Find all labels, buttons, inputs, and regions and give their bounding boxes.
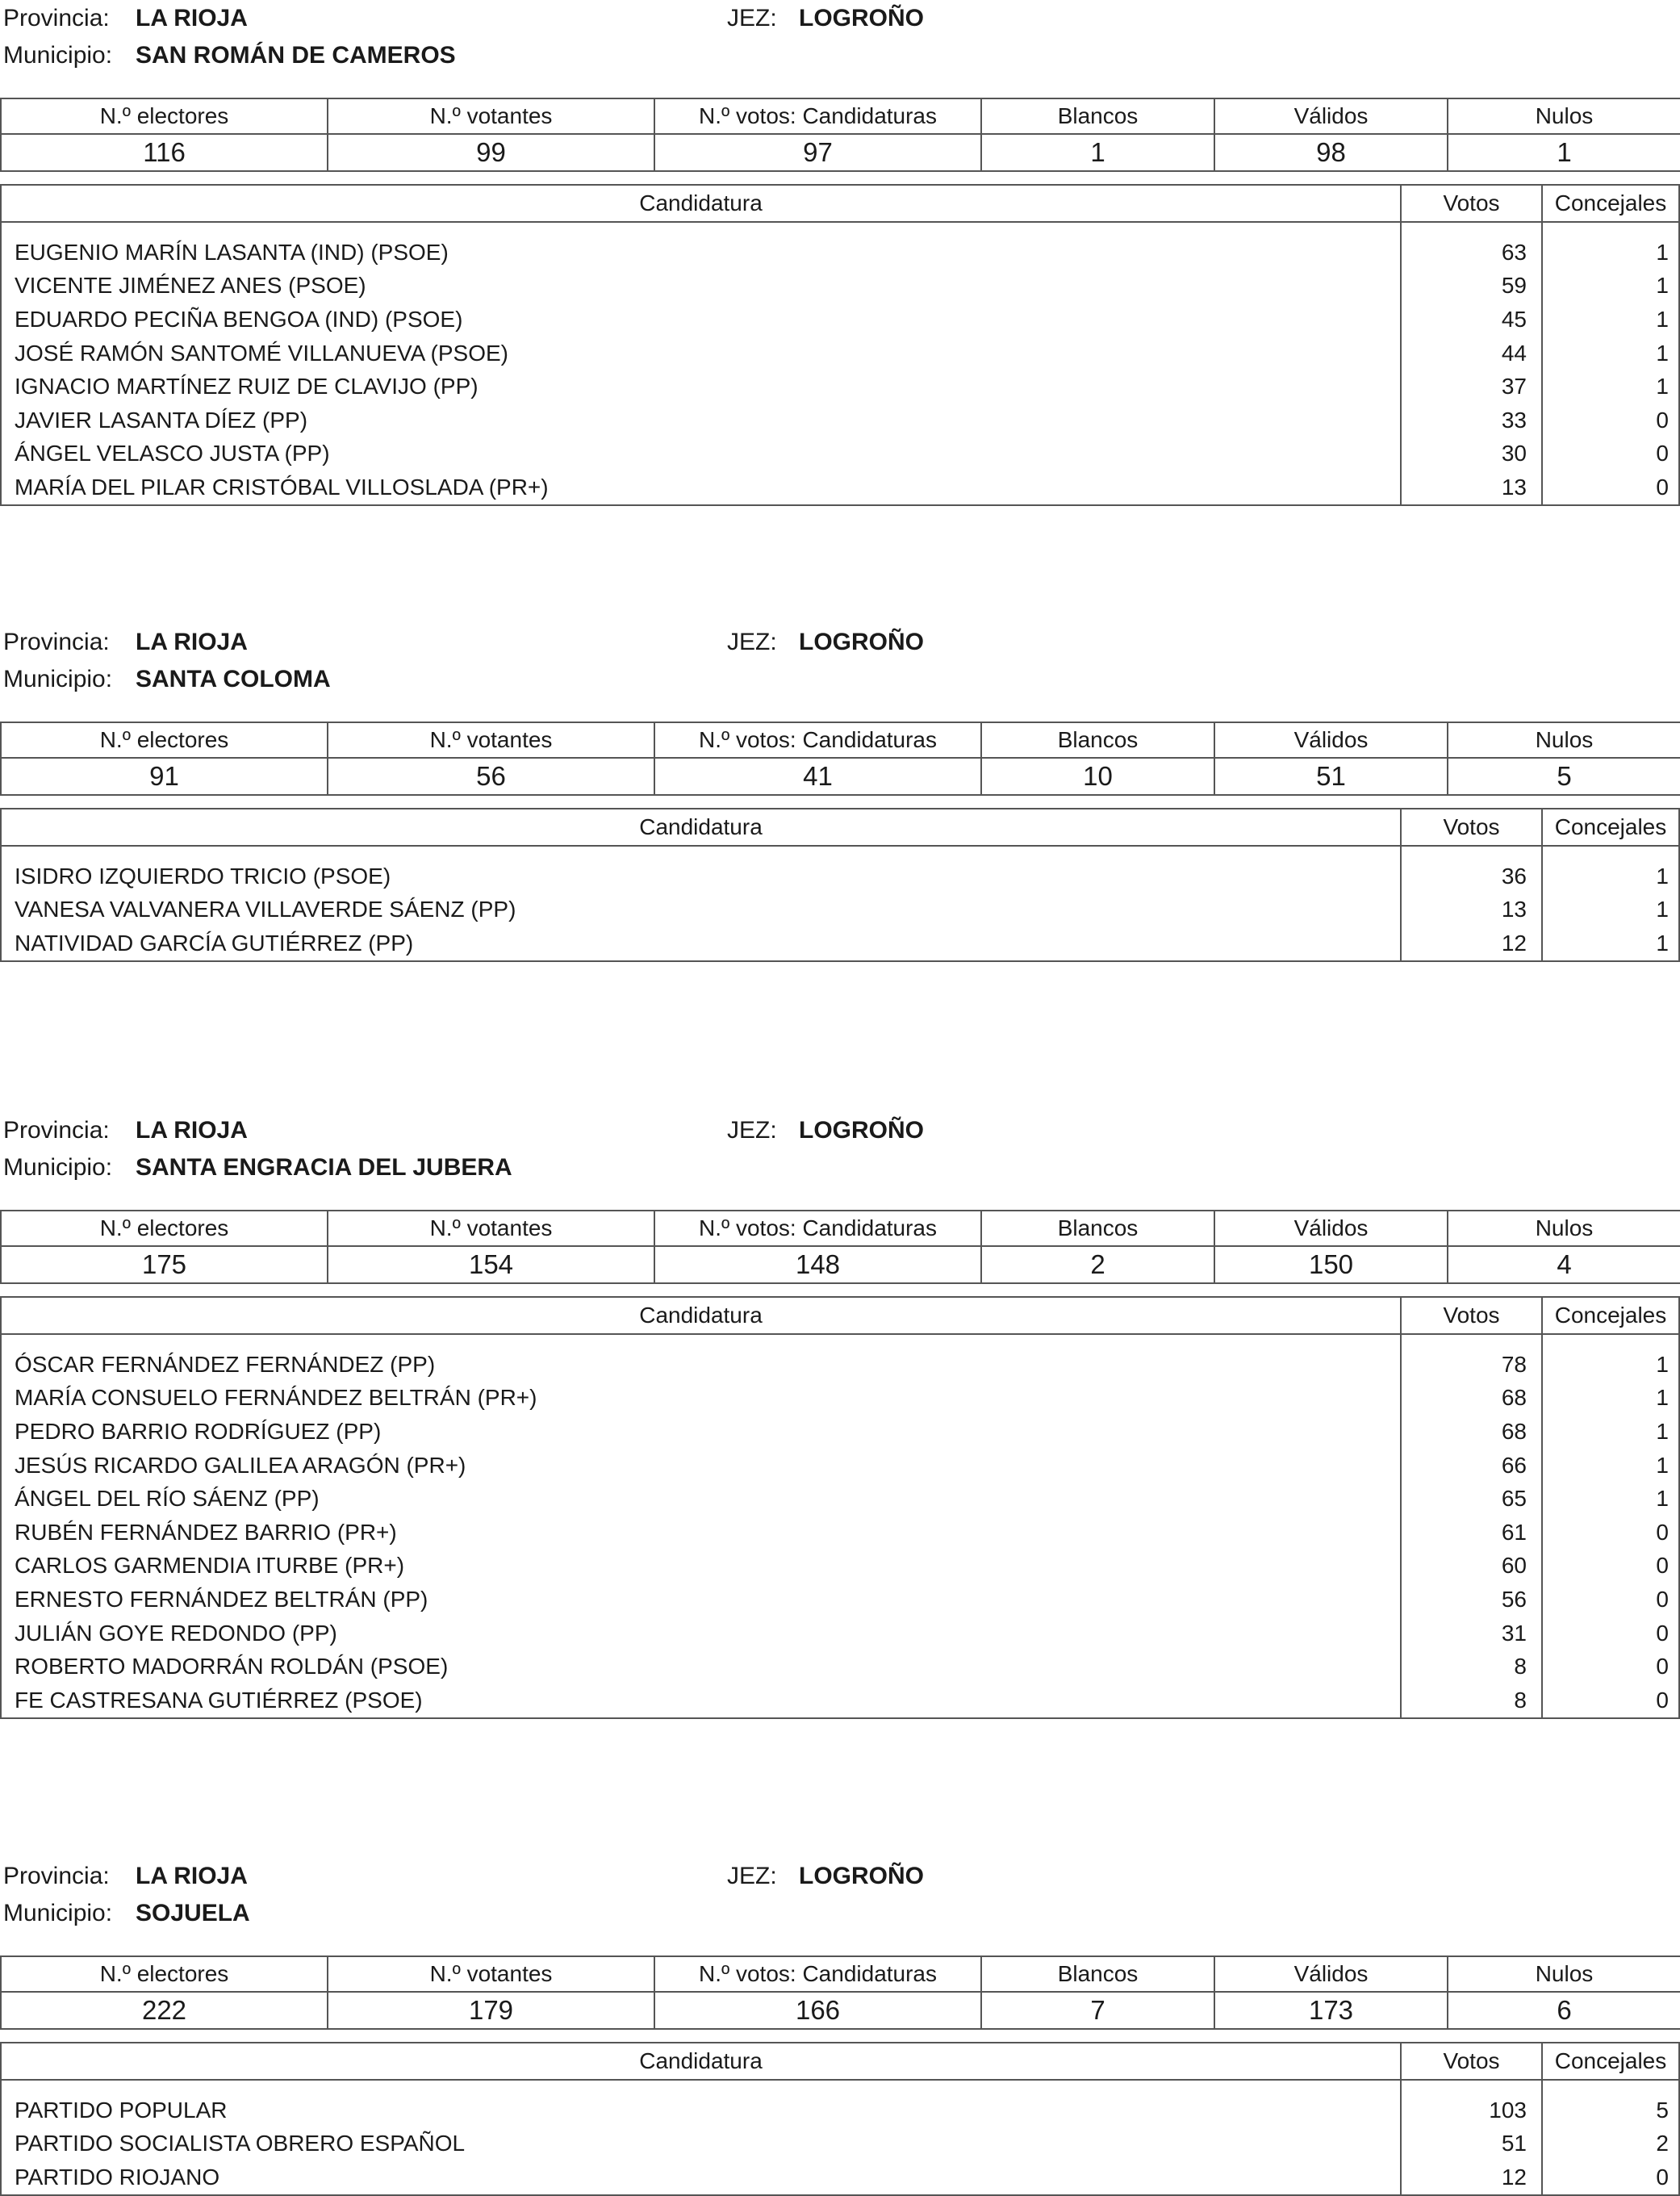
votantes-value: 154 — [328, 1246, 654, 1283]
candidate-votes: 44 — [1401, 337, 1542, 370]
candidate-name: NATIVIDAD GARCÍA GUTIÉRREZ (PP) — [1, 927, 1401, 961]
table-row — [1, 1449, 1679, 1483]
candidatos-table — [0, 2042, 1680, 2196]
spacer-cell — [1401, 2080, 1542, 2094]
votantes-value: 179 — [328, 1992, 654, 2029]
candidate-name: ÓSCAR FERNÁNDEZ FERNÁNDEZ (PP) — [1, 1348, 1401, 1382]
candidate-name: ERNESTO FERNÁNDEZ BELTRÁN (PP) — [1, 1583, 1401, 1617]
candidate-votes: 30 — [1401, 437, 1542, 471]
candidate-concejales: 0 — [1542, 2160, 1679, 2195]
candidate-votes: 56 — [1401, 1583, 1542, 1617]
jez-label: JEZ: — [727, 1117, 777, 1144]
candidate-name: VANESA VALVANERA VILLAVERDE SÁENZ (PP) — [1, 893, 1401, 927]
municipio-label: Municipio: — [3, 42, 113, 69]
validos-value: 98 — [1214, 134, 1448, 171]
jez-label: JEZ: — [727, 5, 777, 31]
spacer-cell — [1401, 846, 1542, 860]
validos-value: 173 — [1214, 1992, 1448, 2029]
table-row — [1, 1382, 1679, 1416]
candidate-name: CARLOS GARMENDIA ITURBE (PR+) — [1, 1550, 1401, 1583]
candidate-concejales: 1 — [1542, 1382, 1679, 1416]
candidate-votes: 12 — [1401, 927, 1542, 961]
provincia-value: LA RIOJA — [136, 5, 248, 31]
nulos-header: Nulos — [1448, 98, 1680, 134]
table-row — [1, 2160, 1679, 2195]
blancos-value: 1 — [981, 134, 1214, 171]
candidate-concejales: 1 — [1542, 1348, 1679, 1382]
votos-cand-value: 41 — [654, 758, 981, 795]
table-row — [1, 270, 1679, 303]
electores-header: N.º electores — [1, 1956, 328, 1992]
nulos-value: 4 — [1448, 1246, 1680, 1283]
votos-header: Votos — [1401, 185, 1542, 222]
candidate-votes: 61 — [1401, 1516, 1542, 1550]
blancos-value: 10 — [981, 758, 1214, 795]
validos-value: 150 — [1214, 1246, 1448, 1283]
spacer-row — [1, 222, 1679, 236]
candidate-name: MARÍA CONSUELO FERNÁNDEZ BELTRÁN (PR+) — [1, 1382, 1401, 1416]
candidate-concejales: 0 — [1542, 1516, 1679, 1550]
candidate-concejales: 1 — [1542, 860, 1679, 893]
concejales-header: Concejales — [1542, 2043, 1679, 2080]
spacer-cell — [1401, 222, 1542, 236]
spacer-cell — [1, 846, 1401, 860]
candidate-concejales: 1 — [1542, 370, 1679, 404]
table-row — [1, 236, 1679, 270]
candidate-votes: 31 — [1401, 1617, 1542, 1650]
validos-header: Válidos — [1214, 722, 1448, 758]
candidate-votes: 37 — [1401, 370, 1542, 404]
votos-cand-value: 166 — [654, 1992, 981, 2029]
candidate-concejales: 1 — [1542, 893, 1679, 927]
concejales-header: Concejales — [1542, 809, 1679, 846]
candidate-votes: 63 — [1401, 236, 1542, 270]
provincia-value: LA RIOJA — [136, 1117, 248, 1144]
jez-value: LOGROÑO — [799, 5, 924, 31]
votos-header: Votos — [1401, 2043, 1542, 2080]
candidate-votes: 8 — [1401, 1650, 1542, 1684]
candidate-name: IGNACIO MARTÍNEZ RUIZ DE CLAVIJO (PP) — [1, 370, 1401, 404]
spacer-cell — [1, 1334, 1401, 1348]
concejales-header: Concejales — [1542, 1297, 1679, 1334]
table-row — [1, 2127, 1679, 2161]
candidatos-table — [0, 184, 1680, 506]
candidatos-table — [0, 808, 1680, 962]
blancos-header: Blancos — [981, 1956, 1214, 1992]
candidate-name: EDUARDO PECIÑA BENGOA (IND) (PSOE) — [1, 303, 1401, 337]
table-row — [1, 1516, 1679, 1550]
spacer-row — [1, 2080, 1679, 2094]
candidate-votes: 68 — [1401, 1415, 1542, 1449]
spacer-cell — [1542, 1334, 1679, 1348]
spacer-cell — [1542, 2080, 1679, 2094]
candidate-votes: 59 — [1401, 270, 1542, 303]
candidate-concejales: 0 — [1542, 1684, 1679, 1718]
candidate-votes: 51 — [1401, 2127, 1542, 2161]
spacer-cell — [1542, 222, 1679, 236]
table-row — [1, 1415, 1679, 1449]
votos-cand-header: N.º votos: Candidaturas — [654, 1956, 981, 1992]
candidatura-header: Candidatura — [1, 809, 1401, 846]
candidate-name: EUGENIO MARÍN LASANTA (IND) (PSOE) — [1, 236, 1401, 270]
summary-table — [0, 98, 1680, 172]
spacer-cell — [1, 2080, 1401, 2094]
blancos-header: Blancos — [981, 722, 1214, 758]
provincia-label: Provincia: — [3, 1863, 110, 1889]
table-row — [1, 370, 1679, 404]
candidate-votes: 13 — [1401, 893, 1542, 927]
table-row — [1, 2094, 1679, 2127]
candidate-concejales: 1 — [1542, 270, 1679, 303]
candidate-concejales: 0 — [1542, 1617, 1679, 1650]
votos-header: Votos — [1401, 809, 1542, 846]
provincia-value: LA RIOJA — [136, 1863, 248, 1889]
candidate-name: PEDRO BARRIO RODRÍGUEZ (PP) — [1, 1415, 1401, 1449]
validos-value: 51 — [1214, 758, 1448, 795]
candidate-concejales: 1 — [1542, 927, 1679, 961]
electores-header: N.º electores — [1, 722, 328, 758]
candidate-concejales: 1 — [1542, 236, 1679, 270]
blancos-header: Blancos — [981, 98, 1214, 134]
candidate-concejales: 1 — [1542, 1482, 1679, 1516]
candidate-name: ÁNGEL VELASCO JUSTA (PP) — [1, 437, 1401, 471]
electores-value: 175 — [1, 1246, 328, 1283]
candidate-votes: 78 — [1401, 1348, 1542, 1382]
nulos-header: Nulos — [1448, 1211, 1680, 1246]
concejales-header: Concejales — [1542, 185, 1679, 222]
table-row — [1, 893, 1679, 927]
table-row — [1, 303, 1679, 337]
candidatura-header: Candidatura — [1, 2043, 1401, 2080]
municipio-value: SOJUELA — [136, 1900, 250, 1926]
summary-table — [0, 1955, 1680, 2030]
table-row — [1, 1348, 1679, 1382]
candidate-name: MARÍA DEL PILAR CRISTÓBAL VILLOSLADA (PR+) — [1, 471, 1401, 505]
summary-table — [0, 722, 1680, 796]
candidate-name: JULIÁN GOYE REDONDO (PP) — [1, 1617, 1401, 1650]
candidate-concejales: 1 — [1542, 303, 1679, 337]
candidate-concejales: 0 — [1542, 1583, 1679, 1617]
table-row — [1, 1650, 1679, 1684]
provincia-label: Provincia: — [3, 1117, 110, 1144]
municipio-label: Municipio: — [3, 1900, 113, 1926]
candidate-votes: 65 — [1401, 1482, 1542, 1516]
table-row — [1, 404, 1679, 437]
votos-cand-header: N.º votos: Candidaturas — [654, 1211, 981, 1246]
candidate-votes: 45 — [1401, 303, 1542, 337]
candidate-name: PARTIDO POPULAR — [1, 2094, 1401, 2127]
votos-cand-value: 97 — [654, 134, 981, 171]
jez-label: JEZ: — [727, 629, 777, 655]
municipio-value: SANTA COLOMA — [136, 666, 331, 692]
jez-value: LOGROÑO — [799, 1117, 924, 1144]
candidate-name: RUBÉN FERNÁNDEZ BARRIO (PR+) — [1, 1516, 1401, 1550]
candidate-concejales: 0 — [1542, 1650, 1679, 1684]
spacer-cell — [1542, 846, 1679, 860]
table-row — [1, 1482, 1679, 1516]
blancos-header: Blancos — [981, 1211, 1214, 1246]
spacer-row — [1, 846, 1679, 860]
candidate-concejales: 0 — [1542, 471, 1679, 505]
candidate-name: ROBERTO MADORRÁN ROLDÁN (PSOE) — [1, 1650, 1401, 1684]
candidate-name: JAVIER LASANTA DÍEZ (PP) — [1, 404, 1401, 437]
jez-value: LOGROÑO — [799, 629, 924, 655]
table-row — [1, 1550, 1679, 1583]
validos-header: Válidos — [1214, 98, 1448, 134]
electores-header: N.º electores — [1, 98, 328, 134]
candidate-concejales: 0 — [1542, 437, 1679, 471]
nulos-header: Nulos — [1448, 1956, 1680, 1992]
candidate-name: FE CASTRESANA GUTIÉRREZ (PSOE) — [1, 1684, 1401, 1718]
validos-header: Válidos — [1214, 1211, 1448, 1246]
candidate-concejales: 1 — [1542, 337, 1679, 370]
votantes-header: N.º votantes — [328, 722, 654, 758]
summary-table — [0, 1210, 1680, 1284]
candidate-concejales: 5 — [1542, 2094, 1679, 2127]
candidate-concejales: 2 — [1542, 2127, 1679, 2161]
blancos-value: 7 — [981, 1992, 1214, 2029]
electores-value: 91 — [1, 758, 328, 795]
candidate-votes: 13 — [1401, 471, 1542, 505]
candidate-concejales: 1 — [1542, 1449, 1679, 1483]
candidate-concejales: 1 — [1542, 1415, 1679, 1449]
provincia-label: Provincia: — [3, 629, 110, 655]
provincia-label: Provincia: — [3, 5, 110, 31]
spacer-cell — [1401, 1334, 1542, 1348]
votantes-value: 99 — [328, 134, 654, 171]
votantes-header: N.º votantes — [328, 98, 654, 134]
municipio-value: SAN ROMÁN DE CAMEROS — [136, 42, 456, 69]
nulos-header: Nulos — [1448, 722, 1680, 758]
candidate-name: VICENTE JIMÉNEZ ANES (PSOE) — [1, 270, 1401, 303]
candidate-name: ÁNGEL DEL RÍO SÁENZ (PP) — [1, 1482, 1401, 1516]
provincia-value: LA RIOJA — [136, 629, 248, 655]
table-row — [1, 1617, 1679, 1650]
nulos-value: 1 — [1448, 134, 1680, 171]
table-row — [1, 337, 1679, 370]
candidate-votes: 36 — [1401, 860, 1542, 893]
electores-header: N.º electores — [1, 1211, 328, 1246]
validos-header: Válidos — [1214, 1956, 1448, 1992]
votantes-header: N.º votantes — [328, 1956, 654, 1992]
electores-value: 116 — [1, 134, 328, 171]
candidatura-header: Candidatura — [1, 1297, 1401, 1334]
candidate-name: PARTIDO RIOJANO — [1, 2160, 1401, 2195]
votantes-value: 56 — [328, 758, 654, 795]
candidate-name: PARTIDO SOCIALISTA OBRERO ESPAÑOL — [1, 2127, 1401, 2161]
table-row — [1, 860, 1679, 893]
candidate-concejales: 0 — [1542, 404, 1679, 437]
table-row — [1, 1684, 1679, 1718]
spacer-row — [1, 1334, 1679, 1348]
candidate-name: JESÚS RICARDO GALILEA ARAGÓN (PR+) — [1, 1449, 1401, 1483]
candidate-votes: 12 — [1401, 2160, 1542, 2195]
candidate-votes: 60 — [1401, 1550, 1542, 1583]
spacer-cell — [1, 222, 1401, 236]
municipio-label: Municipio: — [3, 1154, 113, 1181]
votos-cand-header: N.º votos: Candidaturas — [654, 98, 981, 134]
candidate-votes: 66 — [1401, 1449, 1542, 1483]
votos-cand-header: N.º votos: Candidaturas — [654, 722, 981, 758]
candidatos-table — [0, 1296, 1680, 1719]
municipio-label: Municipio: — [3, 666, 113, 692]
nulos-value: 6 — [1448, 1992, 1680, 2029]
votantes-header: N.º votantes — [328, 1211, 654, 1246]
table-row — [1, 1583, 1679, 1617]
blancos-value: 2 — [981, 1246, 1214, 1283]
nulos-value: 5 — [1448, 758, 1680, 795]
candidate-name: ISIDRO IZQUIERDO TRICIO (PSOE) — [1, 860, 1401, 893]
votos-header: Votos — [1401, 1297, 1542, 1334]
candidate-votes: 8 — [1401, 1684, 1542, 1718]
table-row — [1, 471, 1679, 505]
candidate-name: JOSÉ RAMÓN SANTOMÉ VILLANUEVA (PSOE) — [1, 337, 1401, 370]
jez-label: JEZ: — [727, 1863, 777, 1889]
candidatura-header: Candidatura — [1, 185, 1401, 222]
municipio-value: SANTA ENGRACIA DEL JUBERA — [136, 1154, 512, 1181]
table-row — [1, 437, 1679, 471]
candidate-votes: 33 — [1401, 404, 1542, 437]
jez-value: LOGROÑO — [799, 1863, 924, 1889]
votos-cand-value: 148 — [654, 1246, 981, 1283]
table-row — [1, 927, 1679, 961]
candidate-votes: 68 — [1401, 1382, 1542, 1416]
candidate-votes: 103 — [1401, 2094, 1542, 2127]
candidate-concejales: 0 — [1542, 1550, 1679, 1583]
electores-value: 222 — [1, 1992, 328, 2029]
